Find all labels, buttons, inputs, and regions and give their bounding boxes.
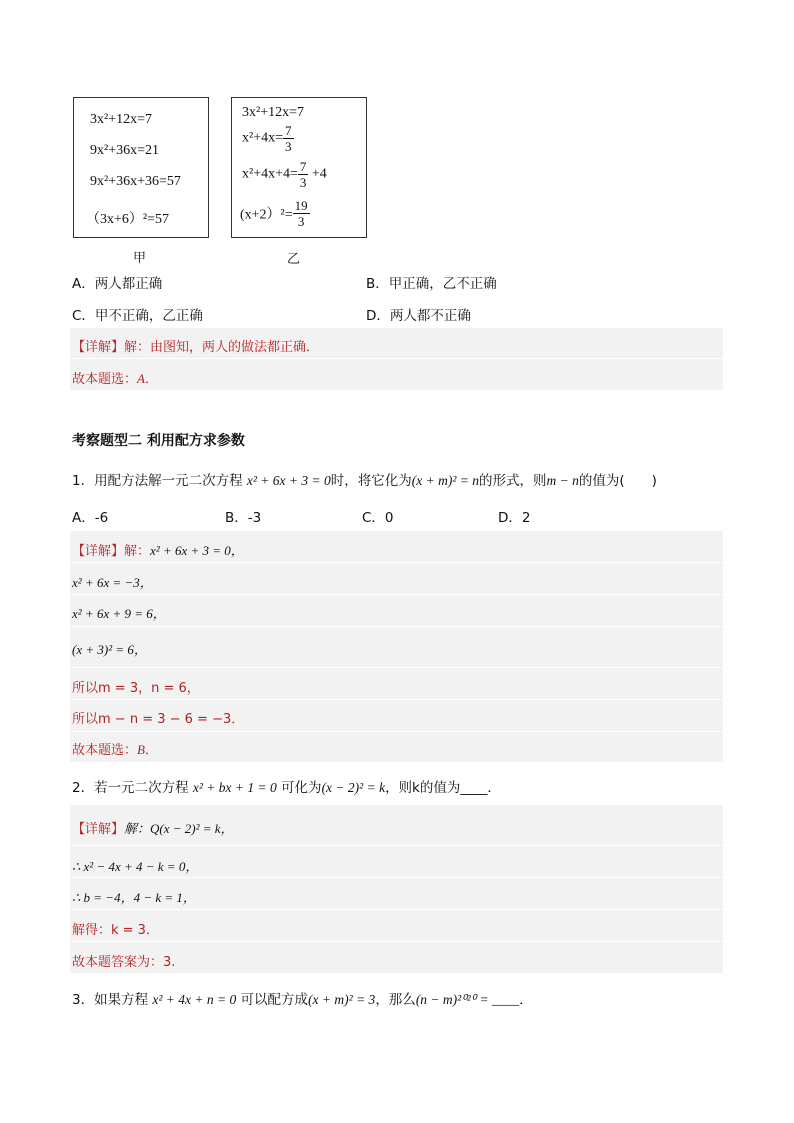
q3-prefix: 3．如果方程: [72, 992, 153, 1008]
solution2-line-2: x² + 6x = −3，: [72, 575, 153, 590]
solution2-line1-eq: x² + 6x + 3 = 0，: [150, 543, 244, 558]
yi-line-3-right: +4: [311, 166, 327, 182]
q1-option-d: D．2: [498, 510, 531, 526]
solution1-answer: A: [137, 371, 145, 386]
q1-expr: m − n: [546, 473, 579, 488]
solution3-tag: 【详解】: [72, 822, 125, 837]
yi-line-4: [240, 198, 310, 229]
solution1-line-2: [72, 368, 158, 387]
yi-line-4-left: (x+2）²=: [240, 207, 293, 223]
solution3-line1-text: 解：Q(x − 2)² = k，: [124, 821, 234, 836]
yi-caption: 乙: [287, 252, 301, 267]
solution2-line-3: x² + 6x + 9 = 6，: [72, 606, 166, 621]
question-1: [72, 469, 657, 489]
option-d: D．两人都不正确: [366, 308, 471, 324]
q2-suffix: ，则k的值为____．: [385, 780, 501, 796]
yi-fraction-3-den: 3: [297, 214, 305, 229]
solution2-answer: B: [137, 742, 145, 757]
q3-mid2: ，那么: [375, 992, 416, 1008]
yi-fraction-1: [283, 123, 294, 154]
solution3-line-3: ∴ b = −4，4 − k = 1，: [72, 890, 196, 905]
solution2-shade-2: [70, 563, 723, 595]
yi-fraction-3-num: 19: [294, 198, 308, 213]
yi-fraction-2: [298, 159, 309, 190]
q1-option-a: A．-6: [72, 510, 109, 526]
solution2-line-1: [72, 540, 244, 559]
solution2-answer-suffix: ．: [144, 743, 158, 758]
q1-mid: 时，将它化为: [330, 473, 412, 489]
yi-line-2: [242, 123, 294, 154]
solution2-shade-4: [70, 627, 723, 668]
q3-form: (x + m)² = 3: [308, 992, 376, 1007]
question-3: [72, 988, 532, 1008]
yi-fraction-2-den: 3: [299, 175, 307, 190]
solution3-line-5: 故本题答案为：3.: [72, 955, 176, 970]
yi-line-3: [242, 159, 327, 190]
yi-line-2-left: x²+4x=: [242, 130, 283, 146]
figure-yi-box: [231, 97, 367, 238]
q2-prefix: 2．若一元二次方程: [72, 780, 193, 796]
yi-fraction-2-num: 7: [299, 159, 307, 174]
q3-expr: (n − m)²⁰²⁰ = ____．: [415, 992, 533, 1007]
solution2-shade-3: [70, 595, 723, 627]
solution2-line1-prefix: 解：: [124, 544, 151, 559]
solution2-line-6: 所以m − n = 3 − 6 = −3．: [72, 712, 245, 727]
solution2-tag: 【详解】: [72, 544, 125, 559]
q1-equation: x² + 6x + 3 = 0: [246, 473, 331, 488]
jia-line-2: 9x²+36x=21: [90, 143, 159, 158]
yi-fraction-1-num: 7: [285, 123, 292, 138]
solution2-answer-prefix: 故本题选：: [72, 743, 138, 758]
q1-prefix: 1．用配方法解一元二次方程: [72, 473, 247, 489]
jia-line-3: 9x²+36x+36=57: [90, 174, 181, 189]
option-b: B．甲正确，乙不正确: [366, 276, 497, 292]
q1-suffix: 的值为( ): [578, 473, 657, 489]
q2-equation: x² + bx + 1 = 0: [192, 780, 277, 795]
option-c: C．甲不正确，乙正确: [72, 308, 203, 324]
q1-option-b: B．-3: [225, 510, 262, 526]
solution1-line-1: [72, 336, 319, 355]
solution1-shade-2: [70, 359, 723, 391]
solution1-text: 解：由图知，两人的做法都正确．: [124, 340, 320, 355]
yi-line-1: 3x²+12x=7: [242, 105, 304, 120]
q1-mid2: 的形式，则: [479, 473, 547, 489]
q1-form: (x + m)² = n: [411, 473, 480, 488]
jia-line-4: （3x+6）²=57: [86, 212, 169, 227]
solution3-line-2: ∴ x² − 4x + 4 − k = 0，: [72, 859, 199, 874]
solution1-answer-prefix: 故本题选：: [72, 372, 138, 387]
solution3-shade-4: [70, 910, 723, 942]
jia-caption: 甲: [133, 251, 147, 266]
q2-mid: 可化为: [276, 780, 322, 796]
solution2-line-5: 所以m = 3，n = 6，: [72, 681, 200, 696]
figure-jia-box: [73, 97, 209, 238]
solution2-line-7: [72, 739, 158, 758]
solution1-tag: 【详解】: [72, 340, 125, 355]
question-2: [72, 776, 501, 796]
yi-line-3-left: x²+4x+4=: [242, 166, 298, 182]
solution1-answer-suffix: ．: [144, 372, 158, 387]
solution2-line-4: (x + 3)² = 6，: [72, 642, 147, 657]
q3-mid: 可以配方成: [236, 992, 309, 1008]
yi-fraction-1-den: 3: [285, 139, 292, 154]
solution3-line-1: [72, 818, 234, 837]
yi-fraction-3: [293, 198, 310, 229]
option-a: A．两人都正确: [72, 276, 163, 292]
jia-line-1: 3x²+12x=7: [90, 112, 152, 127]
q3-equation: x² + 4x + n = 0: [152, 992, 237, 1007]
section-heading: 考察题型二 利用配方求参数: [72, 433, 245, 449]
q2-form: (x − 2)² = k: [321, 780, 386, 795]
solution3-line-4: 解得：k = 3．: [72, 923, 159, 938]
q1-option-c: C．0: [362, 510, 394, 526]
solution2-shade-7: [70, 732, 723, 763]
